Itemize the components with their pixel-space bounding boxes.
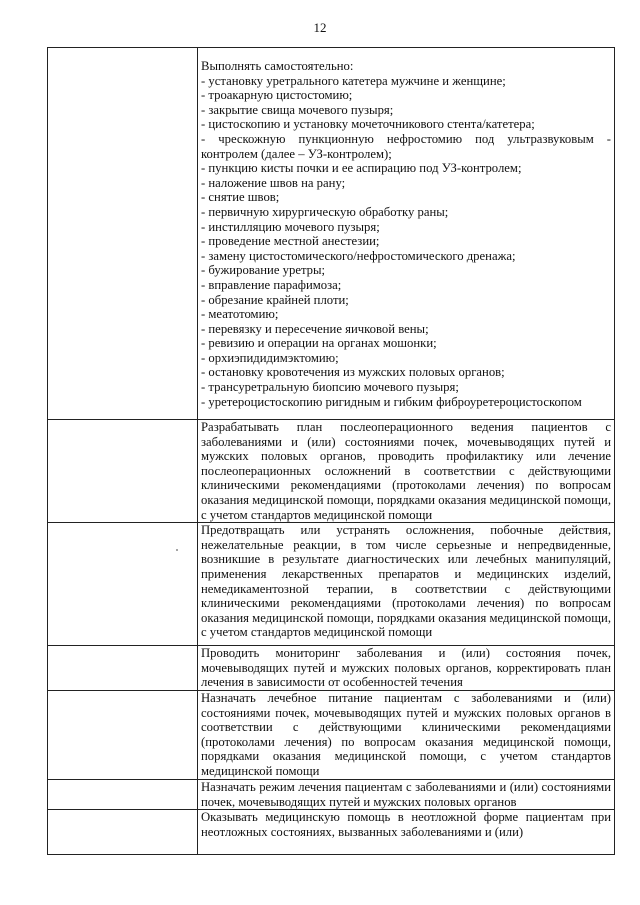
document-table — [47, 47, 615, 855]
nutrition-text: Назначать лечебное питание пациентам с заболеваниями и (или) состояниями почек, мочевыводящих путей и мужских половых органов в соответствии с действующими клиническими рекомендациями (протоколами лечения) по вопросам оказания медицинской помощи, порядками оказания медицинской помощи, с учетом стандартов медицинской помощи — [201, 690, 611, 778]
list-item: - снятие швов; — [201, 190, 280, 205]
left-cell — [48, 523, 198, 646]
list-heading: Выполнять самостоятельно: — [201, 59, 354, 73]
duties-list-cell — [198, 48, 615, 420]
list-item: - обрезание крайней плоти; — [201, 292, 349, 307]
table-row — [48, 523, 615, 646]
list-item: - наложение швов на рану; — [201, 175, 346, 190]
list-item: - проведение местной анестезии; — [201, 234, 380, 249]
paragraph-cell — [198, 779, 615, 809]
monitoring-text: Проводить мониторинг заболевания и (или) состояния почек, мочевыводящих путей и мужских половых органов, корректировать план лечения в зависимости от особенностей течения — [201, 646, 611, 690]
left-cell — [48, 690, 198, 779]
list-item: - цистоскопию и установку мочеточникового стента/катетера; — [201, 117, 535, 132]
paragraph-cell — [198, 690, 615, 779]
list-item: - ревизию и операции на органах мошонки; — [201, 336, 437, 351]
table-row — [48, 646, 615, 691]
treatment-regime-text: Назначать режим лечения пациентам с заболеваниями и (или) состояниями почек, мочевыводящих путей и мужских половых органов — [201, 779, 611, 809]
left-cell — [48, 779, 198, 809]
list-item: - перевязку и пересечение яичковой вены; — [201, 321, 429, 336]
list-item: - первичную хирургическую обработку раны; — [201, 204, 449, 219]
paragraph-cell — [198, 646, 615, 691]
list-item: - вправление парафимоза; — [201, 277, 342, 292]
list-item: - замену цистостомического/нефростомического дренажа; — [201, 248, 516, 263]
list-item: - уретероцистоскопию ригидным и гибким фиброуретероцистоскопом — [201, 394, 582, 409]
list-item: - меатотомию; — [201, 307, 279, 322]
list-item: - пункцию кисты почки и ее аспирацию под УЗ-контролем; — [201, 161, 522, 176]
list-item: - бужирование уретры; — [201, 263, 326, 278]
table-row — [48, 810, 615, 855]
list-item: - чрескожную пункционную нефростомию под ультразвуковым - контролем (далее – УЗ-контролем); — [201, 131, 611, 161]
left-cell — [48, 646, 198, 691]
postoperative-plan-text: Разрабатывать план послеоперационного ведения пациентов с заболеваниями и (или) состояниями почек, мочевыводящих путей и мужских половых органов, проводить профилактику или лечение послеоперационных осложнений в соответствии с действующими клиническими рекомендациями (протоколами лечения) по вопросам оказания медицинской помощи, порядками оказания медицинской помощи, с учетом стандартов медицинской помощи — [201, 420, 612, 522]
complications-text: Предотвращать или устранять осложнения, побочные действия, нежелательные реакции, в том числе серьезные и непредвиденные, возникшие в результате диагностических или лечебных манипуляций, применения лекарственных препаратов и медицинских изделий, немедикаментозной терапии, в соответствии с действующими клиническими рекомендациями (протоколами лечения) по вопросам оказания медицинской помощи, порядками оказания медицинской помощи, с учетом стандартов медицинской помощи — [201, 523, 612, 640]
page-number: 12 — [313, 20, 327, 35]
left-cell — [48, 810, 198, 855]
left-cell — [48, 48, 198, 420]
list-item: - трансуретральную биопсию мочевого пузыря; — [201, 380, 459, 395]
emergency-care-text: Оказывать медицинскую помощь в неотложной форме пациентам при неотложных состояниях, вызванных заболеваниями и (или) — [201, 810, 611, 839]
paragraph-cell — [198, 810, 615, 855]
table-row — [48, 690, 615, 779]
list-item: - установку уретрального катетера мужчине и женщине; — [201, 73, 506, 88]
table-row — [48, 48, 615, 420]
list-item: - остановку кровотечения из мужских половых органов; — [201, 365, 505, 380]
paragraph-cell — [198, 420, 615, 523]
list-item: - троакарную цистостомию; — [201, 88, 353, 103]
table-row — [48, 779, 615, 809]
left-cell — [48, 420, 198, 523]
paragraph-cell — [198, 523, 615, 646]
table-row — [48, 420, 615, 523]
list-item: - инстилляцию мочевого пузыря; — [201, 219, 380, 234]
list-item: - орхиэпидидимэктомию; — [201, 350, 339, 365]
list-item: - закрытие свища мочевого пузыря; — [201, 102, 394, 117]
